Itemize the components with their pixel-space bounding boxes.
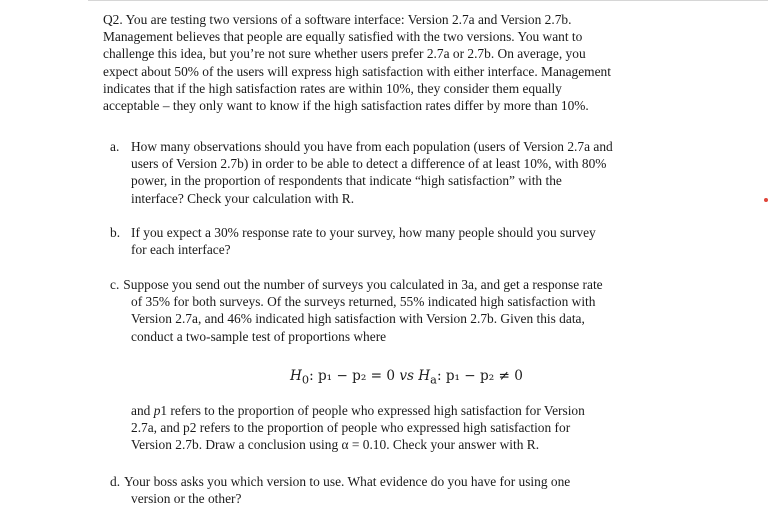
part-a-line xyxy=(110,138,690,155)
part-a-marker: a. xyxy=(110,139,120,154)
top-divider xyxy=(88,0,768,1)
part-d xyxy=(110,473,690,507)
part-a xyxy=(110,138,690,207)
part-c-line: conduct a two-sample test of proportions where xyxy=(131,328,387,344)
part-d-line: version or the other? xyxy=(131,491,242,507)
continuation-var: p xyxy=(153,403,161,418)
part-a-text: How many observations should you have from each population (users of Version 2.7a and xyxy=(131,139,613,154)
part-c xyxy=(110,276,690,345)
part-c-text: Suppose you send out the number of surveys you calculated in 3a, and get a response rate xyxy=(123,277,603,292)
part-b-text: If you expect a 30% response rate to your survey, how many people should you survey xyxy=(131,225,596,240)
continuation-line: 2.7a, and p2 refers to the proportion of people who expressed high satisfaction for xyxy=(131,420,571,436)
ha-symbol: H xyxy=(413,368,431,384)
ha-subscript: a xyxy=(430,372,437,387)
part-b xyxy=(110,224,690,258)
vs-word: vs xyxy=(399,368,414,384)
part-c-line xyxy=(110,276,690,293)
part-b-marker: b. xyxy=(110,225,121,240)
part-c-line: of 35% for both surveys. Of the surveys returned, 55% indicated high satisfaction with xyxy=(131,294,596,310)
part-a-line: interface? Check your calculation with R. xyxy=(131,190,355,206)
part-c-continuation xyxy=(131,402,691,454)
intro-line: Q2. You are testing two versions of a software interface: Version 2.7a and Version 2.7b. xyxy=(103,12,572,27)
part-d-marker: d. xyxy=(110,474,121,489)
part-b-line: for each interface? xyxy=(131,242,231,258)
continuation-line: Version 2.7b. Draw a conclusion using α = 0.10. Check your answer with R. xyxy=(131,437,540,453)
h0-expression: : p₁ − p₂ = 0 xyxy=(309,368,400,384)
part-a-line: users of Version 2.7b) in order to be able to detect a difference of at least 10%, with 80% xyxy=(131,156,607,172)
h0-symbol: H xyxy=(290,368,302,384)
part-a-line: power, in the proportion of respondents that indicate “high satisfaction” with the xyxy=(131,173,562,189)
intro-line: indicates that if the high satisfaction rates are within 10%, they consider them equally xyxy=(103,80,562,96)
red-dot-marker xyxy=(764,198,768,202)
part-b-line xyxy=(110,224,690,241)
part-d-text: Your boss asks you which version to use. What evidence do you have for using one xyxy=(124,474,571,489)
hypothesis-formula xyxy=(290,368,523,389)
continuation-line xyxy=(131,402,691,419)
intro-line: Management believes that people are equally satisfied with the two versions. You want to xyxy=(103,29,583,45)
continuation-post: 1 refers to the proportion of people who expressed high satisfaction for Version xyxy=(160,403,585,418)
question-intro xyxy=(103,11,683,114)
ha-expression: : p₁ − p₂ ≠ 0 xyxy=(436,368,523,384)
intro-line: acceptable – they only want to know if the high satisfaction rates differ by more than 10%. xyxy=(103,98,589,114)
intro-line: expect about 50% of the users will express high satisfaction with either interface. Management xyxy=(103,63,611,79)
intro-line: challenge this idea, but you’re not sure whether users prefer 2.7a or 2.7b. On average, you xyxy=(103,46,586,62)
part-c-line: Version 2.7a, and 46% indicated high satisfaction with Version 2.7b. Given this data, xyxy=(131,311,585,327)
continuation-pre: and xyxy=(131,403,154,418)
part-d-line xyxy=(110,473,690,490)
h0-subscript: 0 xyxy=(301,372,310,387)
part-c-marker: c. xyxy=(110,277,120,292)
